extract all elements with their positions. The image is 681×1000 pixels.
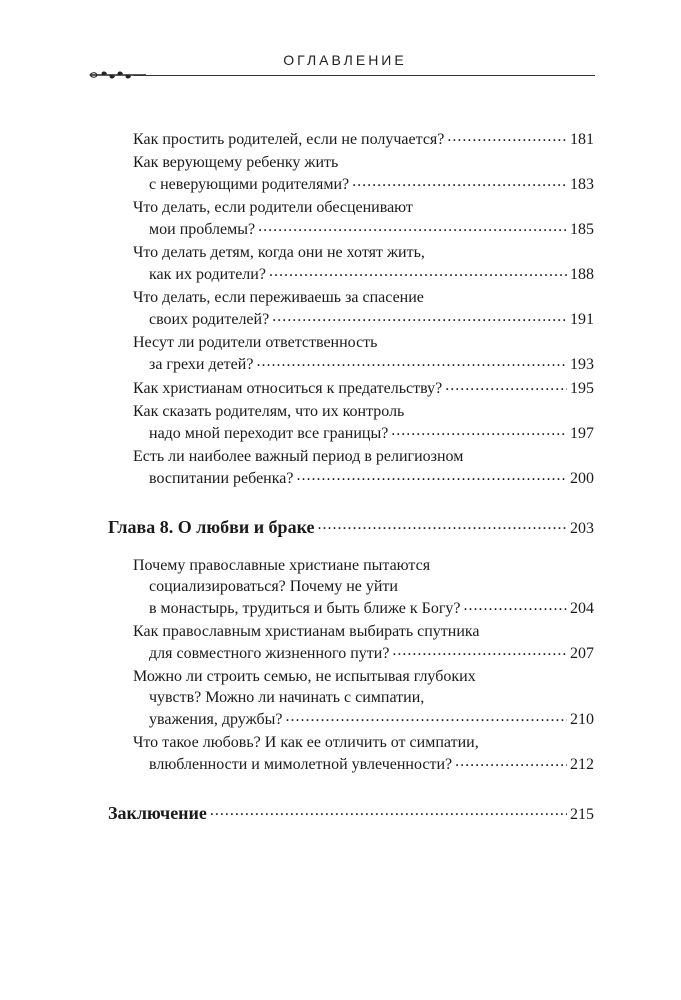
running-head [0,52,681,82]
toc-entry[interactable] [133,446,594,489]
toc-entry-title-line: Почему православные христиане пытаются [133,557,431,574]
toc-entry-title: Как христианам относиться к предательству? [133,380,443,397]
toc-entry[interactable] [133,197,594,240]
leader-dots [296,467,567,483]
leader-dots [272,308,567,324]
toc-entry-title-continuation: в монастырь, трудиться и быть ближе к Богу? [149,600,461,617]
toc-entry[interactable] [133,555,594,619]
leader-dots [258,218,567,234]
leader-dots [455,753,567,769]
toc-entry[interactable] [133,621,594,664]
header-rule [134,75,595,76]
toc-entry[interactable] [133,377,594,399]
toc-page-number: 197 [570,425,594,442]
leader-dots [391,422,567,438]
leader-dots [352,173,567,189]
toc-page-number: 210 [570,711,594,728]
toc-entry-title: Как простить родителей, если не получается? [133,131,445,148]
toc-entry-title-continuation: уважения, дружбы? [149,711,283,728]
toc-entry-title-line: Что делать детям, когда они не хотят жить, [133,244,425,261]
leader-dots [269,263,567,279]
toc-entry-title-continuation: за грехи детей? [149,356,254,373]
leader-dots [210,801,567,819]
toc-entry-title-continuation: воспитании ребенка? [149,470,294,487]
leader-dots [392,642,567,658]
toc-entry[interactable] [133,128,594,150]
toc-entry-title-line: социализироваться? Почему не уйти [149,578,398,595]
toc-page-number: 191 [570,311,594,328]
toc-entry-title-line: Несут ли родители ответственность [133,334,378,351]
toc-page-number: 183 [570,176,594,193]
toc-page-number: 188 [570,266,594,283]
toc-entry-title-continuation: влюбленности и мимолетной увлеченности? [149,756,453,773]
toc-entry[interactable] [133,732,594,775]
toc-conclusion-heading[interactable] [108,801,594,827]
toc-entry-title-line: Можно ли строить семью, не испытывая глубоких [133,668,476,685]
toc-entry-title-continuation: мои проблемы? [149,221,256,238]
toc-entry[interactable] [133,666,594,730]
toc-entry-title-line: Что делать, если переживаешь за спасение [133,289,424,306]
toc-entry[interactable] [133,401,594,444]
chapter-title: Глава 8. О любви и браке [108,517,315,537]
leader-dots [464,597,567,613]
toc-entry-title-continuation: надо мной переходит все границы? [149,425,389,442]
leader-dots [256,353,567,369]
leader-dots [445,377,567,393]
toc-page-number: 204 [570,600,594,617]
toc-entry[interactable] [133,242,594,285]
running-title: ОГЛАВЛЕНИЕ [283,52,407,68]
toc-page-number: 181 [570,131,594,148]
table-of-contents [0,128,681,841]
toc-page-number: 212 [570,756,594,773]
toc-page-number: 193 [570,356,594,373]
toc-entry-title-line: чувств? Можно ли начинать с симпатии, [149,689,425,706]
toc-entry-title-line: Что делать, если родители обесценивают [133,199,413,216]
toc-entry-title-continuation: как их родители? [149,266,266,283]
toc-entry-title-line: Что такое любовь? И как ее отличить от симпатии, [133,734,479,751]
toc-page-number: 195 [570,380,594,397]
conclusion-title: Заключение [108,803,207,823]
toc-entry-title-continuation: с неверующими родителями? [149,176,350,193]
toc-page-number: 207 [570,645,594,662]
toc-entry-title-line: Как верующему ребенку жить [133,154,339,171]
toc-entry-title-continuation: своих родителей? [149,311,270,328]
toc-page-number: 215 [570,806,594,823]
toc-entry-title-continuation: для совместного жизненного пути? [149,645,390,662]
leader-dots [447,128,567,144]
leader-dots [317,515,567,533]
leader-dots [285,708,567,724]
toc-page-number: 185 [570,221,594,238]
toc-entry[interactable] [133,287,594,330]
toc-entry-title-line: Как православным христианам выбирать спутника [133,623,480,640]
toc-page-number: 200 [570,470,594,487]
toc-entry[interactable] [133,332,594,375]
toc-page-number: 203 [570,520,594,537]
toc-chapter-heading[interactable] [108,515,594,541]
toc-entry-title-line: Есть ли наиболее важный период в религиозном [133,448,464,465]
toc-entry-title-line: Как сказать родителям, что их контроль [133,403,405,420]
toc-entry[interactable] [133,152,594,195]
